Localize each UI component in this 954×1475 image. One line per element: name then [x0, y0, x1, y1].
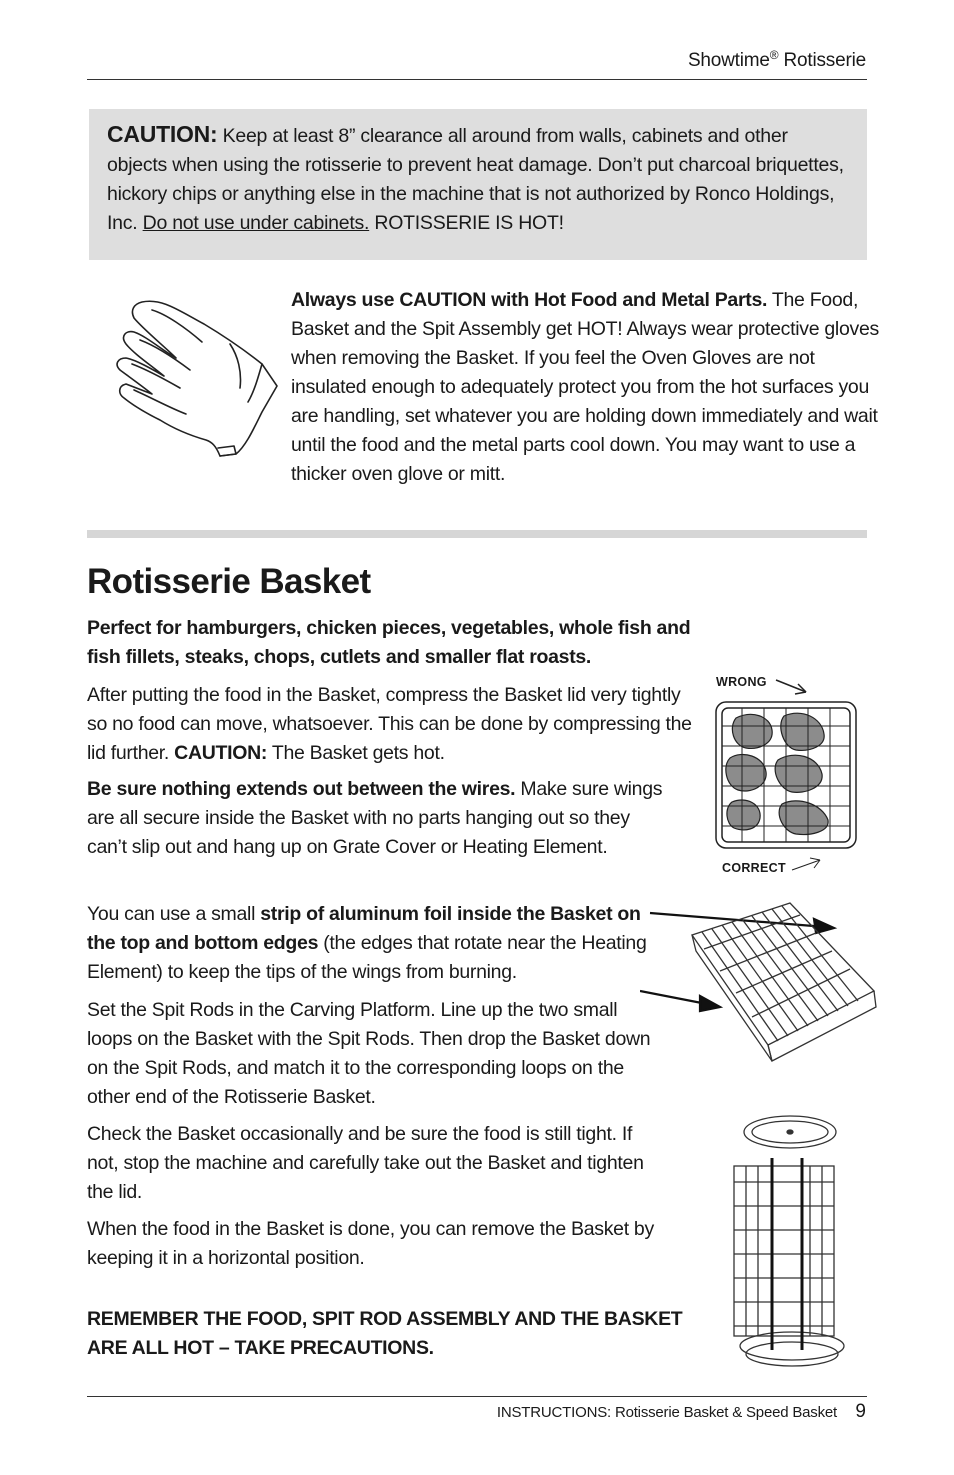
page-number: 9 — [855, 1401, 866, 1422]
paragraph-compress — [87, 681, 697, 768]
p3-tail: (the edges that rotate near the Heating Element) to keep the tips of the wings from burning. — [87, 932, 647, 983]
wrong-arrow-icon — [776, 680, 806, 692]
p2-text: Make sure wings are all secure inside the Basket with no parts hanging out so they can’t slip out and hang up on Grate Cover or Heating Element. — [87, 778, 663, 858]
glove-warning-body: The Food, Basket and the Spit Assembly get HOT! Always wear protective gloves when removing the Basket. If you feel the Oven Gloves are not insulated enough to adequately protect you from the hot surfaces you are handling, set whatever you are holding down immediately and wait until the food and the metal parts cool down. You may want to use a thicker oven glove or mitt. — [291, 289, 879, 485]
warning-paragraph — [87, 1305, 687, 1363]
registered-mark: ® — [769, 48, 779, 62]
wrong-correct-basket-diagram — [706, 670, 866, 880]
header-brand: Showtime — [687, 50, 770, 71]
caution-box — [89, 109, 867, 260]
paragraph-foil — [87, 900, 662, 987]
paragraph-wires — [87, 775, 672, 862]
p3-text: You can use a small — [87, 903, 261, 925]
section-title: Rotisserie Basket — [87, 562, 371, 601]
p1-caution: CAUTION: — [174, 742, 268, 764]
footer-text: INSTRUCTIONS: Rotisserie Basket & Speed Basket — [496, 1404, 837, 1421]
caution-label: CAUTION: — [107, 121, 218, 147]
header-product: Rotisserie — [778, 50, 866, 71]
header-rule — [87, 79, 867, 80]
paragraph-check: Check the Basket occasionally and be sure the food is still tight. If not, stop the machine and carefully take out the Basket and tighten the lid. — [87, 1123, 644, 1203]
intro-paragraph — [87, 614, 697, 672]
p1-tail: The Basket gets hot. — [267, 742, 445, 764]
caution-text-2: ROTISSERIE IS HOT! — [369, 212, 564, 234]
section-divider — [87, 530, 867, 538]
paragraph-remove: When the food in the Basket is done, you can remove the Basket by keeping it in a horizontal position. — [87, 1218, 654, 1269]
warning-text: REMEMBER THE FOOD, SPIT ROD ASSEMBLY AND THE BASKET ARE ALL HOT – TAKE PRECAUTIONS. — [87, 1308, 683, 1359]
p1-text: After putting the food in the Basket, compress the Basket lid very tightly so no food can move, whatsoever. This can be done by compressing the lid further. — [87, 684, 692, 764]
p2-bold: Be sure nothing extends out between the wires. — [87, 778, 516, 800]
caution-underlined: Do not use under cabinets. — [142, 212, 370, 234]
glove-icon — [112, 296, 282, 458]
basket-foil-diagram — [640, 895, 880, 1065]
glove-warning-lead: Always use CAUTION with Hot Food and Metal Parts. — [291, 289, 768, 311]
paragraph-spit-rods: Set the Spit Rods in the Carving Platform. Line up the two small loops on the Basket with the Spit Rods. Then drop the Basket down on the Spit Rods, and match it to the corresponding loops on the other end of the Rotisserie Basket. — [87, 999, 651, 1108]
running-header — [688, 48, 866, 72]
footer-rule — [87, 1396, 867, 1397]
wrong-label: WRONG — [716, 675, 767, 689]
intro-bold: Perfect for hamburgers, chicken pieces, vegetables, whole fish and fish fillets, steaks, chops, cutlets and smaller flat roasts. — [87, 617, 691, 668]
glove-warning-text — [291, 286, 881, 489]
caution-text-1: Keep at least 8” clearance all around from walls, cabinets and other objects when using the rotisserie to prevent heat damage. Don’t put charcoal briquettes, hickory chips or anything else in the machine that is not authorized by Ronco Holdings, Inc. — [107, 125, 844, 234]
vertical-basket-diagram — [722, 1110, 852, 1372]
correct-label: CORRECT — [722, 861, 786, 875]
p3-bold: strip of aluminum foil inside the Basket on the top and bottom edges — [87, 903, 641, 954]
